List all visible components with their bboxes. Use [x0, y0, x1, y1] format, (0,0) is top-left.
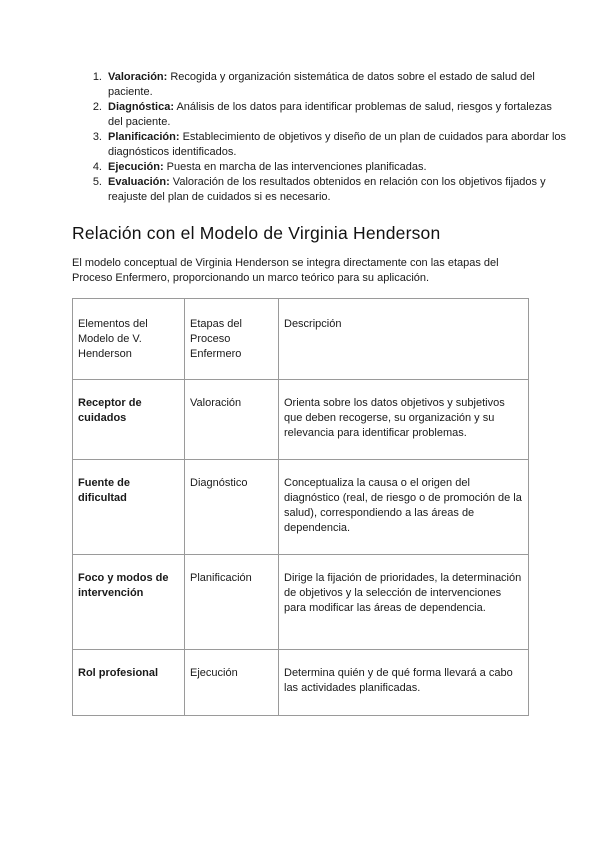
table-header-row: [73, 299, 529, 380]
phase-term: Ejecución:: [108, 161, 164, 173]
list-number: 5.: [92, 176, 102, 188]
list-item: [92, 70, 568, 100]
header-cell-element: Elementos del Modelo de V. Henderson: [73, 299, 185, 380]
phase-description: Establecimiento de objetivos y diseño de un plan de cuidados para abordar los diagnósticos identificados.: [108, 131, 567, 158]
phase-term: Evaluación:: [108, 176, 170, 188]
header-cell-stage: Etapas del Proceso Enfermero: [185, 299, 279, 380]
phase-description: Recogida y organización sistemática de datos sobre el estado de salud del paciente.: [108, 71, 535, 98]
phase-term: Valoración:: [108, 71, 168, 83]
cell-stage: Planificación: [185, 555, 279, 650]
table-row: [73, 650, 529, 716]
cell-element: Receptor de cuidados: [73, 380, 185, 460]
table-row: [73, 380, 529, 460]
cell-stage: Valoración: [185, 380, 279, 460]
list-number: 1.: [92, 71, 102, 83]
list-item: [92, 130, 568, 160]
list-item: [92, 100, 568, 130]
header-cell-description: Descripción: [279, 299, 529, 380]
list-number: 3.: [92, 131, 102, 143]
cell-element: Foco y modos de intervención: [73, 555, 185, 650]
table-row: [73, 555, 529, 650]
list-item: [92, 175, 568, 205]
cell-element: Fuente de dificultad: [73, 460, 185, 555]
cell-stage: Ejecución: [185, 650, 279, 716]
phase-description: Valoración de los resultados obtenidos en relación con los objetivos fijados y reajuste del plan de cuidados si es necesario.: [108, 176, 546, 203]
list-item: [92, 160, 568, 175]
list-number: 4.: [92, 161, 102, 173]
phase-description: Puesta en marcha de las intervenciones planificadas.: [163, 161, 427, 173]
phase-term: Planificación:: [108, 131, 180, 143]
cell-element: Rol profesional: [73, 650, 185, 716]
phase-description: Análisis de los datos para identificar problemas de salud, riesgos y fortalezas del paciente.: [108, 101, 552, 128]
phase-term: Diagnóstica:: [108, 101, 175, 113]
cell-description: Conceptualiza la causa o el origen del diagnóstico (real, de riesgo o de promoción de la salud), correspondiendo a las áreas de dependencia.: [279, 460, 529, 555]
cell-description: Dirige la fijación de prioridades, la determinación de objetivos y la selección de intervenciones para modificar las áreas de dependencia.: [279, 555, 529, 650]
henderson-relation-table: [72, 298, 529, 716]
cell-stage: Diagnóstico: [185, 460, 279, 555]
section-intro-paragraph: El modelo conceptual de Virginia Henderson se integra directamente con las etapas del Proceso Enfermero, proporcionando un marco teórico para su aplicación.: [72, 257, 499, 284]
cell-description: Orienta sobre los datos objetivos y subjetivos que deben recogerse, su organización y su relevancia para identificar problemas.: [279, 380, 529, 460]
table-row: [73, 460, 529, 555]
list-number: 2.: [92, 101, 102, 113]
cell-description: Determina quién y de qué forma llevará a cabo las actividades planificadas.: [279, 650, 529, 716]
nursing-process-phases-list: [72, 70, 568, 205]
section-heading: Relación con el Modelo de Virginia Henderson: [72, 223, 441, 243]
